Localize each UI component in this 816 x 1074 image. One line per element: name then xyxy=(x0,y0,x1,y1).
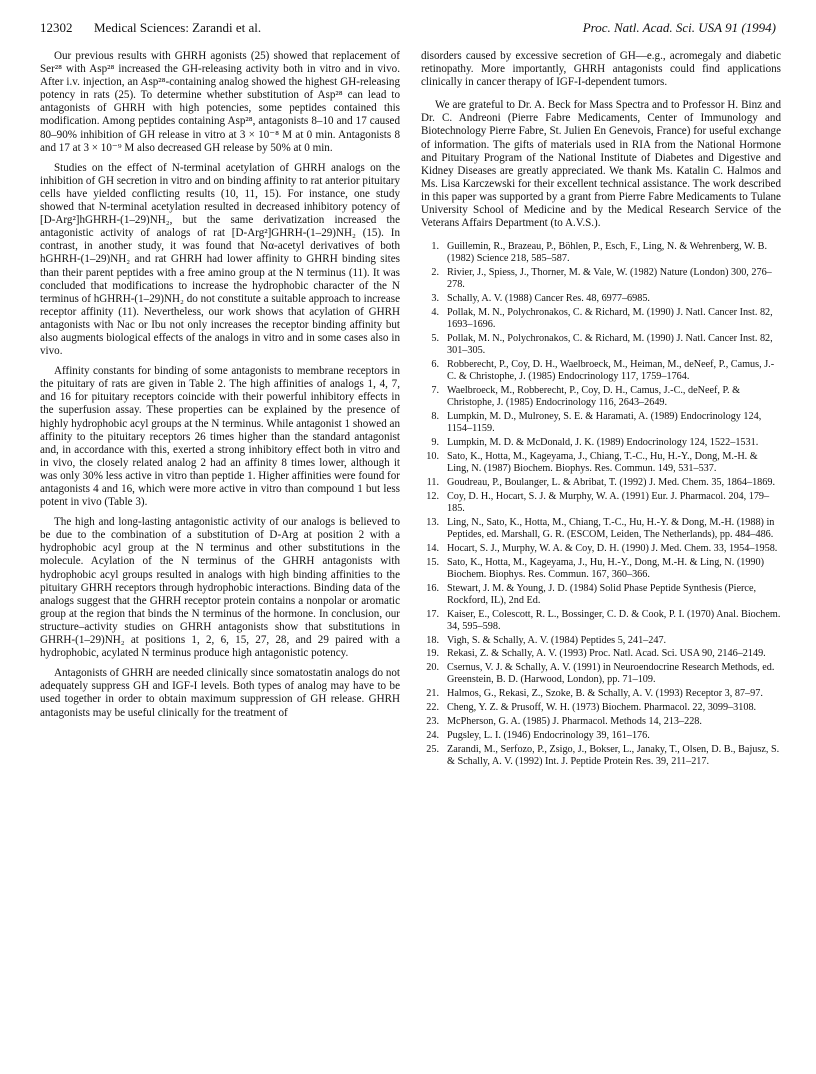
reference-text: Goudreau, P., Boulanger, L. & Abribat, T. (1992) J. Med. Chem. 35, 1864–1869. xyxy=(447,476,776,488)
reference-text: Pugsley, L. I. (1946) Endocrinology 39, 161–176. xyxy=(447,730,650,742)
reference-text: Halmos, G., Rekasi, Z., Szoke, B. & Schally, A. V. (1993) Receptor 3, 87–97. xyxy=(447,688,763,700)
reference-item xyxy=(421,437,781,449)
reference-number: 12. xyxy=(426,490,439,502)
left-column xyxy=(40,50,400,727)
reference-number: 21. xyxy=(426,688,439,700)
reference-item xyxy=(421,451,781,475)
reference-item xyxy=(421,293,781,305)
body-paragraph: Affinity constants for binding of some antagonists to membrane receptors in the pituitary of rats are given in Table 2. The high affinities of analogs 1, 4, 7, and 16 for pituitary receptors coincide with their powerful inhibitory effects in the superfusion assay. These properties can be explained by the presence of highly hydrophobic acyl groups at the N terminus. While antagonist 1 showed an affinity to the pituitary receptors 26 times higher than the standard antagonist and, in accordance with this, exerted a strong inhibitory effect both in vitro and in vivo, the closely related analog 2 had an affinity 8 times lower, although it was only 30% less active in vitro than peptide 1. Higher affinities were found for antagonists 4 and 16, which were more active in vitro than compound 1 but less potent in vivo (Table 3). xyxy=(40,365,400,509)
reference-item xyxy=(421,730,781,742)
reference-number: 5. xyxy=(431,333,439,345)
reference-number: 19. xyxy=(426,648,439,660)
reference-item xyxy=(421,517,781,541)
reference-text: Sato, K., Hotta, M., Kageyama, J., Hu, H.-Y., Dong, M.-H. & Ling, N. (1990) Biochem. Biophys. Res. Commun. 167, 360–366. xyxy=(447,556,765,580)
reference-item xyxy=(421,477,781,489)
reference-text: Robberecht, P., Coy, D. H., Waelbroeck, M., Heiman, M., deNeef, P., Camus, J.-C. & Christophe, J. (1985) Endocrinology 117, 1759–1764. xyxy=(447,359,775,383)
reference-item xyxy=(421,702,781,714)
reference-item xyxy=(421,385,781,409)
reference-text: Ling, N., Sato, K., Hotta, M., Chiang, T.-C., Hu, H.-Y. & Dong, M.-H. (1988) in Peptides, ed. Marshall, G. R. (ESCOM, Leiden, The Netherlands), pp. 484–486. xyxy=(447,516,775,540)
reference-item xyxy=(421,609,781,633)
body-paragraph: The high and long-lasting antagonistic activity of our analogs is believed to be due to the combination of a substitution of D-Arg at position 2 with a hydrophobic acyl group at the N terminus and other substitutions in the molecule. Acylation of the N terminus of the GHRH antagonists with hydrophobic acyl groups resulted in analogs with high binding affinities to the pituitary GHRH receptors through hydrophobic interactions. Binding data of the analogs suggest that the GHRH receptor protein contains a nonpolar or aromatic group at the region that binds the N terminus of the hormone. In conclusion, our structure–activity studies on GHRH antagonists show that substitutions in GHRH-(1–29)NH₂ at positions 1, 2, 6, 15, 27, 28, and 29 paired with a hydrophobic, acylated N terminus produce high antagonistic potency. xyxy=(40,516,400,660)
reference-item xyxy=(421,635,781,647)
reference-item xyxy=(421,359,781,383)
reference-text: Schally, A. V. (1988) Cancer Res. 48, 6977–6985. xyxy=(447,293,650,305)
running-title-left: Medical Sciences: Zarandi et al. xyxy=(94,20,262,35)
page-number: 12302 xyxy=(40,20,73,35)
reference-number: 20. xyxy=(426,662,439,674)
acknowledgment-paragraph: We are grateful to Dr. A. Beck for Mass Spectra and to Professor H. Binz and Dr. C. Andreoni (Pierre Fabre Medicaments, Center of Immunology and Biotechnology Pierre Fabre, St. Julien En Genevois, France) for useful exchange of information. The gifts of materials used in RIA from the National Hormone and Pituitary Program of the National Institute of Diabetes and Digestive and Kidney Diseases are greatly appreciated. We thank Ms. Katalin C. Halmos and Ms. Lisa Karczewski for their excellent technical assistance. The work described in this paper was supported by a grant from Pierre Fabre Medicaments to Tulane University School of Medicine and by the Medical Research Service of the Veterans Affairs Department (to A.V.S.). xyxy=(421,99,781,230)
reference-number: 6. xyxy=(431,359,439,371)
reference-number: 16. xyxy=(426,582,439,594)
body-paragraph: Our previous results with GHRH agonists (25) showed that replacement of Ser²⁸ with Asp²⁸ increased the GH-releasing activity both in vitro and in vivo. After i.v. injection, an Asp²⁸-containing analog showed the highest GH-releasing potency in rats (25). To determine whether substitution of Asp²⁸ can lead to antagonists of GHRH with high potencies, some peptides contained this modification. Among peptides containing Asp²⁸, antagonists 8–10 and 17 caused 80–90% inhibition of GH release in vitro at 3 × 10⁻⁸ M at 0 min. Antagonists 8 and 17 at 3 × 10⁻⁹ M also decreased GH release by 50% at 0 min. xyxy=(40,50,400,154)
reference-text: Pollak, M. N., Polychronakos, C. & Richard, M. (1990) J. Natl. Cancer Inst. 82, 1693–1696. xyxy=(447,307,773,331)
reference-text: Pollak, M. N., Polychronakos, C. & Richard, M. (1990) J. Natl. Cancer Inst. 82, 301–305. xyxy=(447,333,773,357)
reference-item xyxy=(421,583,781,607)
reference-number: 8. xyxy=(431,411,439,423)
reference-text: Stewart, J. M. & Young, J. D. (1984) Solid Phase Peptide Synthesis (Pierce, Rockford, IL), 2nd Ed. xyxy=(447,582,757,606)
reference-text: Coy, D. H., Hocart, S. J. & Murphy, W. A. (1991) Eur. J. Pharmacol. 204, 179–185. xyxy=(447,490,770,514)
reference-text: Rekasi, Z. & Schally, A. V. (1993) Proc. Natl. Acad. Sci. USA 90, 2146–2149. xyxy=(447,648,766,660)
reference-number: 13. xyxy=(426,516,439,528)
reference-item xyxy=(421,307,781,331)
reference-number: 23. xyxy=(426,716,439,728)
reference-number: 24. xyxy=(426,730,439,742)
reference-number: 11. xyxy=(426,476,439,488)
reference-text: Zarandi, M., Serfozo, P., Zsigo, J., Bokser, L., Janaky, T., Olsen, D. B., Bajusz, S. & Schally, A. V. (1992) Int. J. Peptide Protein Res. 39, 211–217. xyxy=(447,743,780,767)
reference-item xyxy=(421,333,781,357)
reference-item xyxy=(421,491,781,515)
body-paragraph: Studies on the effect of N-terminal acetylation of GHRH analogs on the inhibition of GH secretion in vitro and on binding affinity to rat anterior pituitary cells have yielded conflicting results (10, 11, 15). For instance, one study showed that N-terminal acetylation resulted in decreased inhibitory potency of [D-Arg²]hGHRH-(1–29)NH₂, but the same derivatization increased the antagonistic activity of analogs of rat [D-Arg²]GHRH-(1–29)NH₂ (15). In contrast, in another study, it was found that Nα-acetyl derivatives of both hGHRH-(1–29)NH₂ and rat GHRH had lower affinity to GHRH binding sites than their parent peptides with a free amino group at the N terminus (11). It was concluded that modifications to increase the hydrophobic character of the N terminus of hGHRH-(1–29)NH₂ do not constitute a suitable approach to increase receptor affinity (11). Nevertheless, our work shows that acylation of GHRH antagonists with Nac or Ibu not only increases the receptor binding affinity but also augments biological effects of the analogs in vitro and in some cases also in vivo. xyxy=(40,161,400,358)
reference-text: Waelbroeck, M., Robberecht, P., Coy, D. H., Camus, J.-C., deNeef, P. & Christophe, J. (1985) Endocrinology 116, 2643–2649. xyxy=(447,385,741,409)
running-title-right: Proc. Natl. Acad. Sci. USA 91 (1994) xyxy=(582,20,776,35)
reference-item xyxy=(421,411,781,435)
reference-text: Lumpkin, M. D., Mulroney, S. E. & Haramati, A. (1989) Endocrinology 124, 1154–1159. xyxy=(447,411,762,435)
reference-list xyxy=(421,241,781,768)
reference-number: 4. xyxy=(431,307,439,319)
body-paragraph-continuation: disorders caused by excessive secretion of GH—e.g., acromegaly and diabetic retinopathy. More importantly, GHRH antagonists could find applications clinically in cancer therapy of IGF-I-dependent tumors. xyxy=(421,50,781,89)
reference-text: Vigh, S. & Schally, A. V. (1984) Peptides 5, 241–247. xyxy=(447,634,667,646)
body-paragraph: Antagonists of GHRH are needed clinically since somatostatin analogs do not adequately suppress GH and IGF-I levels. Both types of analog may have to be used together in order to obtain maximum suppression of GH release. GHRH antagonists may be useful clinically for the treatment of xyxy=(40,667,400,719)
reference-number: 10. xyxy=(426,450,439,462)
reference-item xyxy=(421,662,781,686)
reference-number: 1. xyxy=(431,241,439,253)
page-header xyxy=(40,20,776,40)
reference-item xyxy=(421,716,781,728)
reference-text: Csernus, V. J. & Schally, A. V. (1991) in Neuroendocrine Research Methods, ed. Greenstein, B. D. (Harwood, London), pp. 71–109. xyxy=(447,662,775,686)
reference-text: Cheng, Y. Z. & Prusoff, W. H. (1973) Biochem. Pharmacol. 22, 3099–3108. xyxy=(447,702,757,714)
reference-number: 3. xyxy=(431,293,439,305)
right-column xyxy=(421,50,781,770)
reference-number: 7. xyxy=(431,385,439,397)
reference-item xyxy=(421,557,781,581)
reference-number: 15. xyxy=(426,556,439,568)
reference-number: 25. xyxy=(426,743,439,755)
reference-item xyxy=(421,688,781,700)
reference-item xyxy=(421,241,781,265)
reference-text: Kaiser, E., Colescott, R. L., Bossinger, C. D. & Cook, P. I. (1970) Anal. Biochem. 34, 595–598. xyxy=(447,608,781,632)
reference-text: Sato, K., Hotta, M., Kageyama, J., Chiang, T.-C., Hu, H.-Y., Dong, M.-H. & Ling, N. (1987) Biochem. Biophys. Res. Commun. 149, 531–537. xyxy=(447,450,758,474)
reference-number: 18. xyxy=(426,634,439,646)
reference-text: Guillemin, R., Brazeau, P., Böhlen, P., Esch, F., Ling, N. & Wehrenberg, W. B. (1982) Science 218, 585–587. xyxy=(447,241,767,265)
reference-number: 2. xyxy=(431,267,439,279)
reference-text: Rivier, J., Spiess, J., Thorner, M. & Vale, W. (1982) Nature (London) 300, 276–278. xyxy=(447,267,772,291)
reference-item xyxy=(421,543,781,555)
reference-text: Hocart, S. J., Murphy, W. A. & Coy, D. H. (1990) J. Med. Chem. 33, 1954–1958. xyxy=(447,542,778,554)
reference-number: 14. xyxy=(426,542,439,554)
reference-item xyxy=(421,267,781,291)
reference-text: McPherson, G. A. (1985) J. Pharmacol. Methods 14, 213–228. xyxy=(447,716,702,728)
reference-item xyxy=(421,744,781,768)
reference-number: 22. xyxy=(426,702,439,714)
reference-text: Lumpkin, M. D. & McDonald, J. K. (1989) Endocrinology 124, 1522–1531. xyxy=(447,437,759,448)
reference-item xyxy=(421,648,781,660)
reference-number: 17. xyxy=(426,608,439,620)
reference-number: 9. xyxy=(431,437,439,448)
